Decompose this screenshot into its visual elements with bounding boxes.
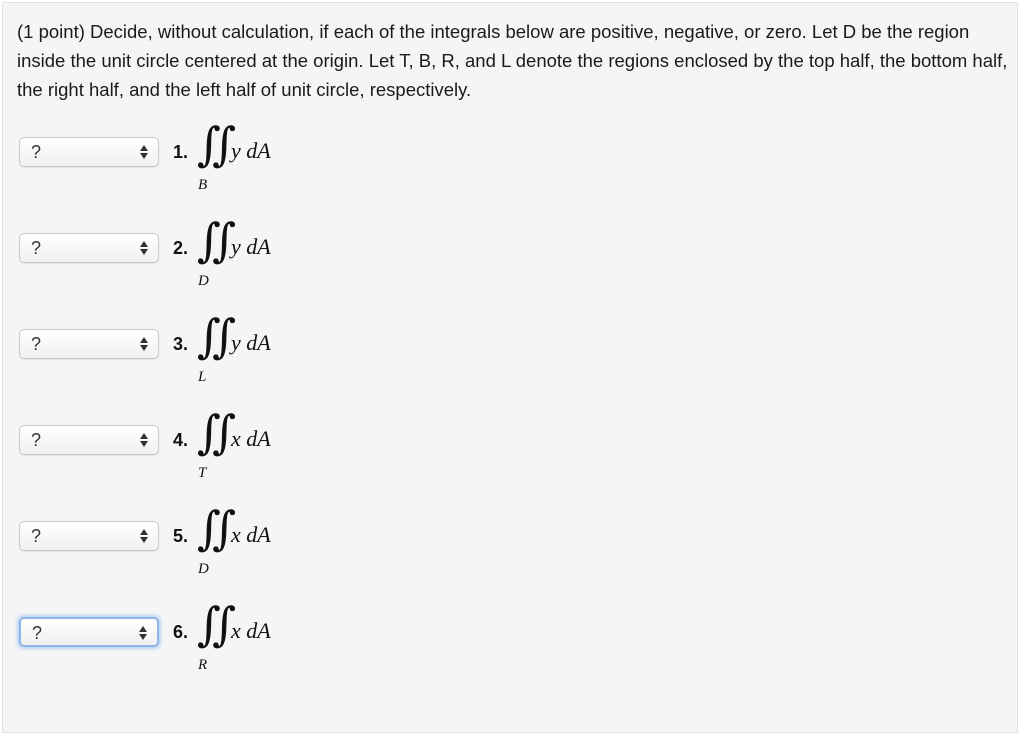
problem-panel [2, 2, 1018, 733]
region-label: D [198, 273, 209, 289]
double-integral-icon: ∬ [197, 597, 227, 651]
double-integral-icon: ∬ [197, 309, 227, 363]
double-integral-icon: ∬ [197, 117, 227, 171]
region-label: R [198, 657, 208, 673]
region-label: D [198, 561, 209, 577]
up-down-arrows-icon [140, 145, 148, 159]
up-down-arrows-icon [140, 433, 148, 447]
question-number: 6. [173, 622, 189, 642]
answer-select-2[interactable] [19, 233, 159, 263]
question-2 [17, 213, 417, 309]
up-down-arrows-icon [140, 241, 148, 255]
question-6 [17, 597, 417, 693]
answer-select-6[interactable] [19, 617, 159, 647]
up-down-arrows-icon [139, 626, 147, 640]
region-label: T [198, 465, 207, 481]
answer-select-4[interactable] [19, 425, 159, 455]
integrand: y dA [231, 138, 271, 163]
select-value: ? [31, 334, 42, 354]
question-1 [17, 117, 417, 213]
question-5 [17, 501, 417, 597]
question-3 [17, 309, 417, 405]
double-integral-icon: ∬ [197, 213, 227, 267]
question-number: 3. [173, 334, 189, 354]
integrand: y dA [231, 234, 271, 259]
region-label: B [198, 177, 208, 193]
answer-select-3[interactable] [19, 329, 159, 359]
up-down-arrows-icon [140, 529, 148, 543]
region-label: L [198, 369, 207, 385]
integrand: x dA [231, 618, 271, 643]
question-number: 5. [173, 526, 189, 546]
integrand: x dA [231, 522, 271, 547]
problem-prompt: (1 point) Decide, without calculation, if each of the integrals below are positive, negative, or zero. Let D be the region inside the unit circle centered at the origin. Let T, B, R, and L denote the regions enclosed by the top half, the bottom half, the right half, and the left half of unit circle, respectively. [17, 21, 1008, 100]
select-value: ? [31, 238, 42, 258]
select-value: ? [32, 623, 43, 643]
select-value: ? [31, 142, 42, 162]
double-integral-icon: ∬ [197, 501, 227, 555]
integrand: y dA [231, 330, 271, 355]
answer-select-5[interactable] [19, 521, 159, 551]
integrand: x dA [231, 426, 271, 451]
question-4 [17, 405, 417, 501]
answer-select-1[interactable] [19, 137, 159, 167]
select-value: ? [31, 430, 42, 450]
question-number: 2. [173, 238, 189, 258]
question-number: 1. [173, 142, 189, 162]
question-number: 4. [173, 430, 189, 450]
up-down-arrows-icon [140, 337, 148, 351]
double-integral-icon: ∬ [197, 405, 227, 459]
select-value: ? [31, 526, 42, 546]
